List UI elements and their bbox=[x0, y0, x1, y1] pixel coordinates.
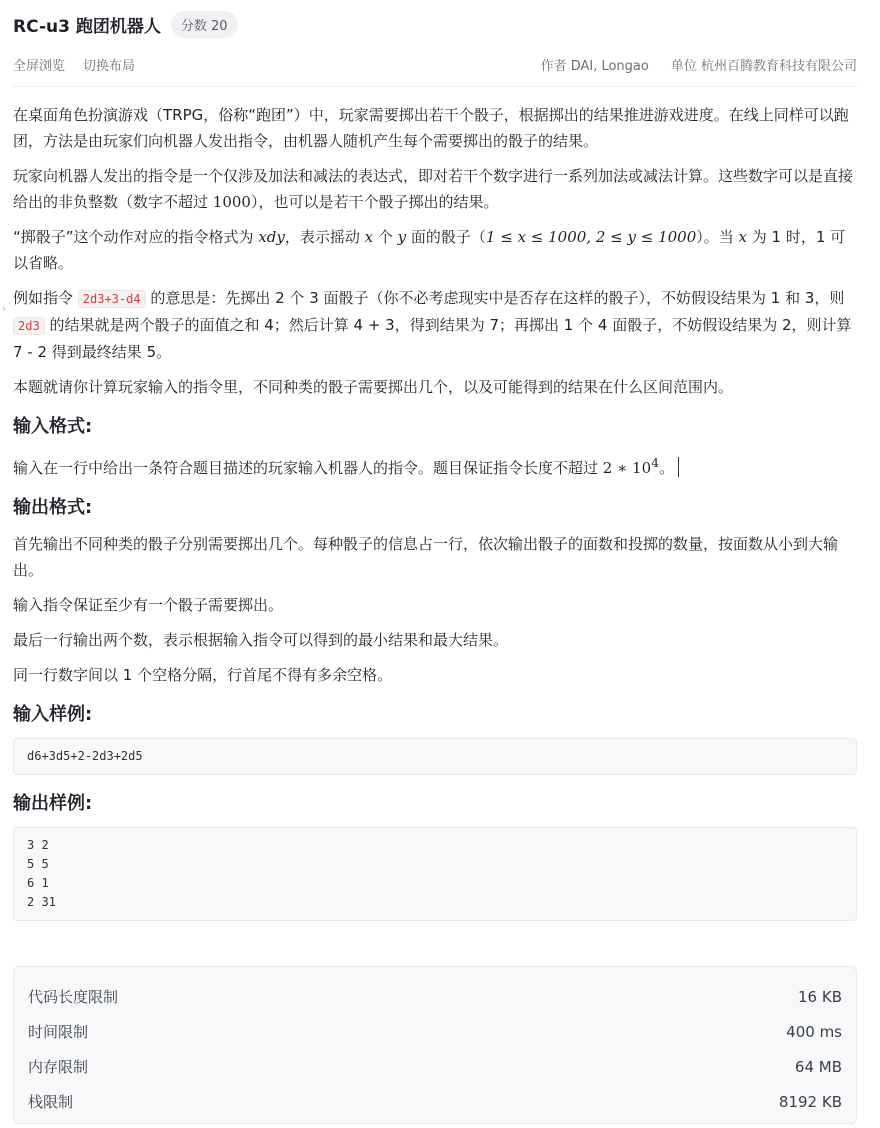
output-format-paragraph-2: 输入指令保证至少有一个骰子需要掷出。 bbox=[13, 596, 284, 614]
limit-label: 时间限制 bbox=[28, 1023, 89, 1041]
limit-value: 400 ms bbox=[786, 1022, 842, 1041]
problem-content bbox=[13, 102, 857, 937]
description-paragraph-2 bbox=[13, 163, 857, 215]
description-paragraph-5: 本题就请你计算玩家输入的指令里，不同种类的骰子需要掷出几个，以及可能得到的结果在什么区间范围内。 bbox=[13, 378, 734, 396]
meta-info bbox=[519, 55, 857, 74]
limit-label: 代码长度限制 bbox=[28, 988, 119, 1006]
limit-row-time bbox=[28, 1014, 842, 1049]
text-segment: ），也可以是若干个骰子掷出的结果。 bbox=[250, 193, 499, 211]
math-y: y bbox=[397, 228, 407, 246]
header-divider bbox=[13, 86, 857, 87]
limit-label: 栈限制 bbox=[28, 1093, 74, 1111]
limit-label: 内存限制 bbox=[28, 1058, 89, 1076]
limits-panel bbox=[13, 966, 857, 1124]
math-xdy: xdy bbox=[258, 228, 285, 246]
text-segment: 的意思是：先掷出 2 个 3 面骰子（你不必考虑现实中是否存在这样的骰子），不妨假设结果为 1 和 3，则 bbox=[145, 289, 845, 307]
math-limit bbox=[602, 455, 660, 477]
unit-info: 单位 杭州百腾教育科技有限公司 bbox=[670, 58, 857, 74]
meta-bar bbox=[13, 52, 857, 76]
math-x: x bbox=[738, 228, 747, 246]
output-format-heading: 输出格式: bbox=[13, 497, 93, 518]
page-title: RC-u3 跑团机器人 bbox=[13, 16, 161, 37]
title-row bbox=[13, 10, 238, 38]
limit-value: 64 MB bbox=[794, 1057, 842, 1076]
output-format-paragraph-4: 同一行数字间以 1 个空格分隔，行首尾不得有多余空格。 bbox=[13, 666, 393, 684]
text-segment: “掷骰子”这个动作对应的指令格式为 bbox=[13, 228, 259, 246]
math-range: 1 ≤ x ≤ 1000, 2 ≤ y ≤ 1000 bbox=[485, 228, 697, 246]
description-paragraph-3 bbox=[13, 224, 857, 276]
text-segment: 玩家向机器人发出的指令是一个仅涉及加法和减法的表达式，即对若干个数字进行一系列加法或减法计算。这些数字可以是直接给出的非负整数（数字不超过 bbox=[13, 167, 854, 211]
fullscreen-link[interactable]: 全屏浏览 bbox=[13, 58, 66, 74]
math-x: x bbox=[364, 228, 374, 246]
math-exponent: 4 bbox=[651, 455, 660, 470]
output-format-paragraph-3: 最后一行输出两个数，表示根据输入指令可以得到的最小结果和最大结果。 bbox=[13, 631, 509, 649]
limit-value: 16 KB bbox=[798, 987, 842, 1006]
text-segment: 例如指令 bbox=[13, 289, 78, 307]
text-segment: 面的骰子（ bbox=[406, 228, 486, 246]
inline-code: 2d3 bbox=[13, 317, 45, 335]
input-format-heading: 输入格式: bbox=[13, 416, 93, 437]
text-segment: 输入在一行中给出一条符合题目描述的玩家输入机器人的指令。题目保证指令长度不超过 bbox=[13, 459, 603, 477]
limit-row-code-length bbox=[28, 979, 842, 1014]
score-badge: 分数 20 bbox=[171, 11, 238, 38]
switch-layout-link[interactable]: 切换布局 bbox=[83, 58, 136, 74]
output-format-paragraph-1: 首先输出不同种类的骰子分别需要掷出几个。每种骰子的信息占一行，依次输出骰子的面数和投掷的数量，按面数从小到大输出。 bbox=[13, 535, 839, 579]
limit-row-memory bbox=[28, 1049, 842, 1084]
description-paragraph-1: 在桌面角色扮演游戏（TRPG，俗称“跑团”）中，玩家需要掷出若干个骰子，根据掷出的结果推进游戏进度。在线上同样可以跑团，方法是由玩家们向机器人发出指令，由机器人随机产生每个需要掷出的骰子的结果。 bbox=[13, 106, 849, 150]
collapse-chevron-icon[interactable]: › bbox=[2, 302, 7, 315]
limit-row-stack bbox=[28, 1084, 842, 1119]
sample-output-code[interactable]: 3 2 5 5 6 1 2 31 bbox=[13, 827, 857, 921]
inline-code: 2d3+3-d4 bbox=[78, 290, 146, 308]
math-base: 2 ∗ 10 bbox=[602, 459, 652, 477]
sample-input-heading: 输入样例: bbox=[13, 704, 93, 725]
text-segment: 的结果就是两个骰子的面值之和 4；然后计算 4 + 3，得到结果为 7；再掷出 1 个 4 面骰子，不妨假设结果为 2，则计算 7 - 2 得到最终结果 5。 bbox=[13, 316, 852, 361]
description-paragraph-4 bbox=[13, 285, 857, 365]
text-segment: 为 1 时，1 可以省略。 bbox=[13, 228, 846, 272]
text-segment: 。 bbox=[659, 459, 675, 477]
limit-value: 8192 KB bbox=[778, 1092, 842, 1111]
text-segment: ，表示摇动 bbox=[284, 228, 365, 246]
sample-input-code[interactable]: d6+3d5+2-2d3+2d5 bbox=[13, 738, 857, 775]
math-number: 1000 bbox=[212, 193, 251, 211]
text-segment: 个 bbox=[373, 228, 398, 246]
author-info: 作者 DAI, Longao bbox=[540, 58, 649, 74]
text-cursor bbox=[678, 457, 679, 477]
text-segment: ）。当 bbox=[696, 228, 739, 246]
input-format-text bbox=[13, 450, 857, 481]
sample-output-heading: 输出样例: bbox=[13, 793, 93, 814]
